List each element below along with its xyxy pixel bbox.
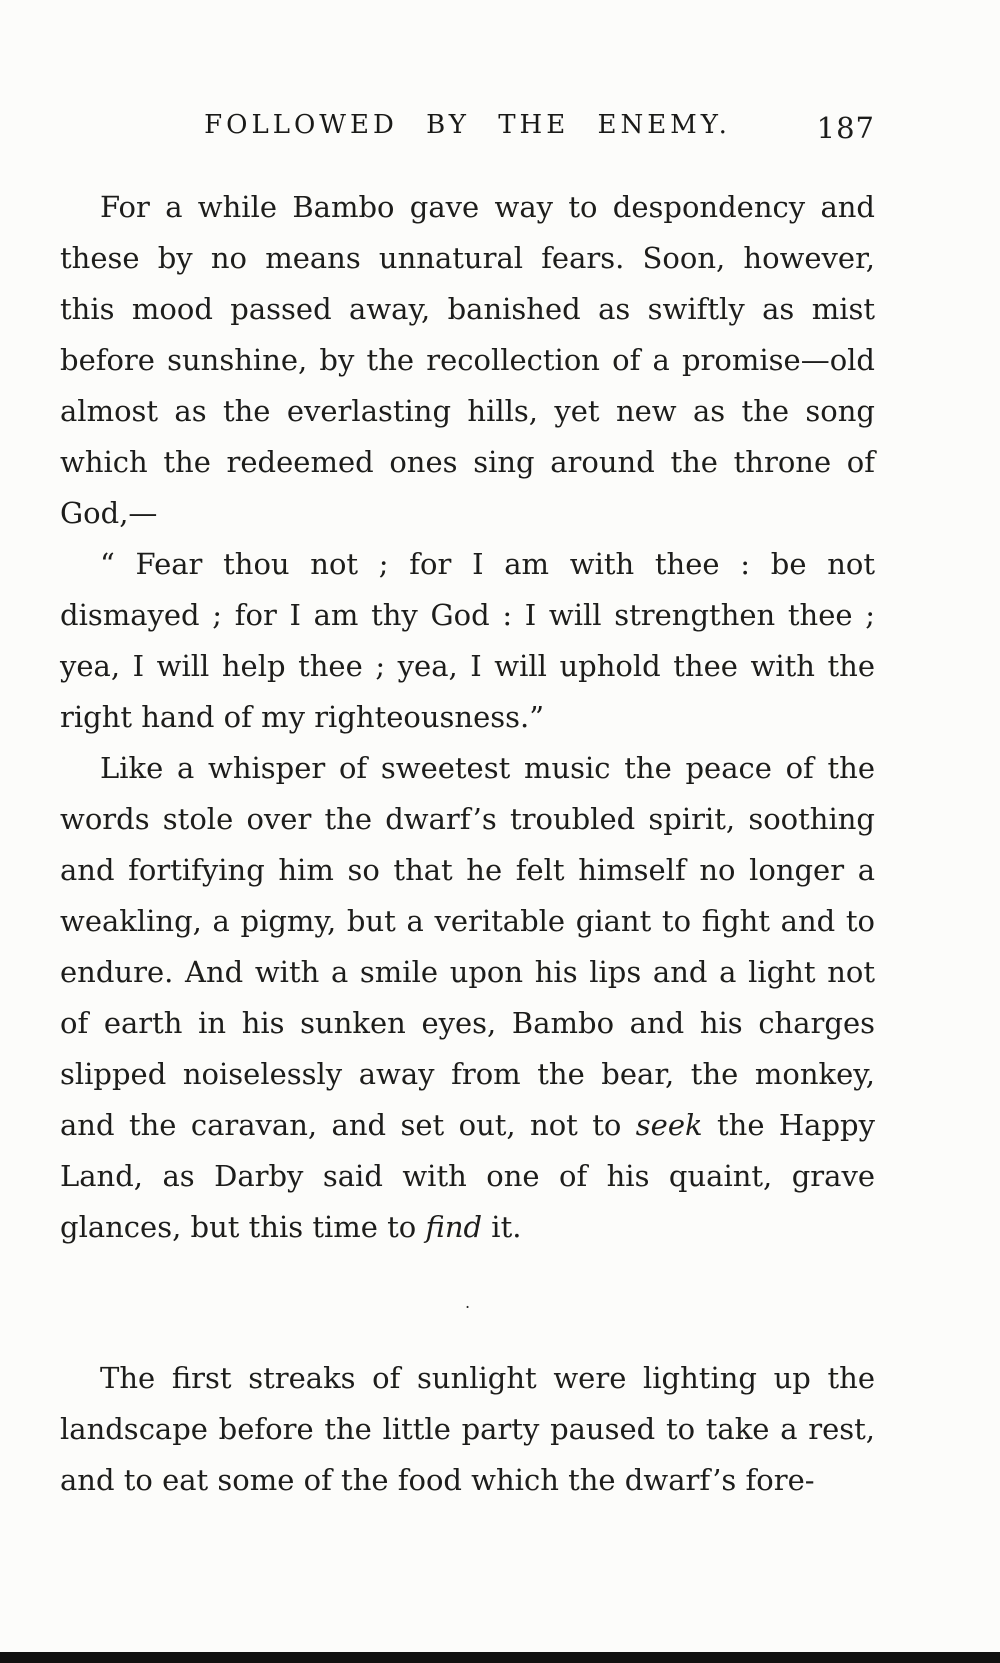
page-header bbox=[60, 110, 875, 146]
text-block bbox=[60, 182, 875, 1506]
paragraph-text-segment: the Happy Land, as Darby said with one of his quaint, grave glances, but this time to bbox=[60, 1108, 875, 1244]
paragraph-continuation: The first streaks of sunlight were lighting up the landscape before the little party paused to take a rest, and to eat some of the food which the dwarf’s fore- bbox=[60, 1361, 875, 1497]
paragraph-text-segment: Like a whisper of sweetest music the peace of the words stole over the dwarf’s troubled spirit, soothing and fortifying him so that he felt himself no longer a weakling, a pigmy, but a veritable giant to fight and to endure. And with a smile upon his lips and a light not of earth in his sunken eyes, Bambo and his charges slipped noiselessly away from the bear, the monkey, and the caravan, and set out, not to bbox=[60, 751, 875, 1142]
italic-word: seek bbox=[635, 1108, 703, 1142]
paragraph-quote: “ Fear thou not ; for I am with thee : be not dismayed ; for I am thy God : I will strengthen thee ; yea, I will help thee ; yea, I will uphold thee with the right hand of my righteousness.” bbox=[60, 547, 875, 734]
page-number: 187 bbox=[816, 111, 875, 145]
paragraph-main bbox=[60, 743, 875, 1253]
italic-word: find bbox=[425, 1210, 483, 1244]
running-title: FOLLOWED BY THE ENEMY. bbox=[204, 110, 731, 140]
scan-edge-bar bbox=[0, 1652, 1000, 1663]
section-break-mark: . bbox=[464, 1293, 471, 1312]
paragraph-text-segment: it. bbox=[482, 1210, 522, 1244]
paragraph-opening: For a while Bambo gave way to despondency and these by no means unnatural fears. Soon, however, this mood passed away, banished as swiftly as mist before sunshine, by the recollection of a promise—old almost as the everlasting hills, yet new as the song which the redeemed ones sing around the throne of God,— bbox=[60, 190, 875, 530]
